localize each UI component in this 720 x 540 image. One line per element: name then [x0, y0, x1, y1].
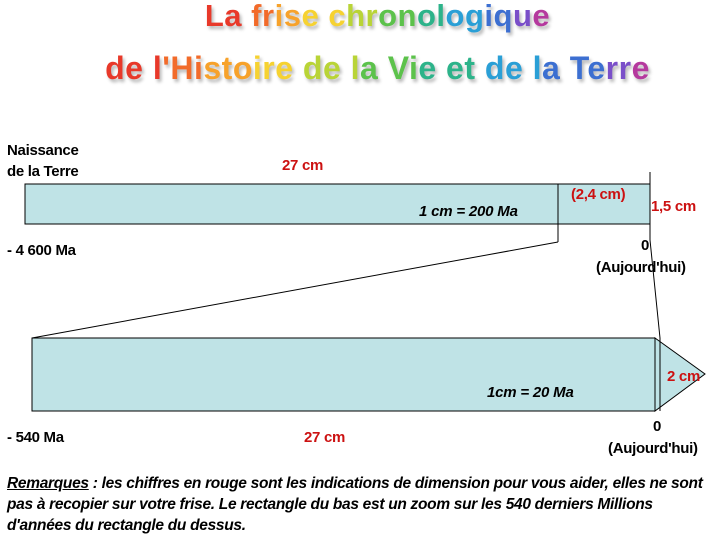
title-letter: e: [631, 50, 650, 86]
title-letter: T: [569, 50, 588, 86]
title-letter: c: [328, 0, 347, 33]
title-letter: r: [262, 50, 276, 86]
top-end-value: 0: [641, 237, 650, 254]
title-letter: t: [221, 50, 233, 86]
title-letter: e: [275, 50, 294, 86]
title-letter: r: [605, 50, 619, 86]
bottom-end-note: (Aujourd'hui): [608, 440, 698, 457]
title-letter: s: [203, 50, 222, 86]
title-letter: o: [378, 0, 398, 33]
title-letter: n: [397, 0, 417, 33]
title-letter: s: [283, 0, 302, 33]
remarks-paragraph: [7, 473, 715, 536]
bottom-end-value: 0: [653, 418, 662, 435]
title-letter: t: [464, 50, 476, 86]
title-letter: u: [512, 0, 533, 33]
bottom-length-label: 27 cm: [304, 429, 346, 446]
title-letter: H: [170, 50, 194, 86]
title-letter: d: [302, 50, 323, 86]
title-letter: a: [542, 50, 561, 86]
title-letter: i: [408, 50, 419, 86]
title-letter: o: [232, 50, 253, 86]
title-letter: i: [484, 0, 494, 33]
bottom-start-value: - 540 Ma: [7, 429, 64, 446]
title-letter: h: [346, 0, 366, 33]
title-letter: e: [418, 50, 437, 86]
top-start-value: - 4 600 Ma: [7, 242, 76, 259]
title-letter: e: [532, 0, 551, 33]
title-letter: r: [365, 0, 379, 33]
title-letter: o: [416, 0, 437, 33]
earth-birth-line-2: de la Terre: [7, 163, 79, 180]
top-scale-label: 1 cm = 200 Ma: [419, 203, 518, 220]
top-end-note: (Aujourd'hui): [596, 259, 686, 276]
title-letter: i: [193, 50, 204, 86]
title-letter: d: [105, 50, 126, 86]
bottom-scale-label: 1cm = 20 Ma: [487, 384, 574, 401]
title-letter: ': [162, 50, 171, 86]
title-letter: i: [252, 50, 263, 86]
bottom-height-label: 2 cm: [667, 368, 700, 385]
zoom-connector-left: [32, 242, 558, 338]
title-letter: r: [618, 50, 632, 86]
title-letter: l: [152, 50, 163, 86]
title-letter: q: [493, 0, 513, 33]
title-letter: g: [464, 0, 485, 33]
title-letter: r: [261, 0, 275, 33]
title-letter: e: [301, 0, 320, 33]
title-letter: l: [350, 50, 361, 86]
remarks-text: : les chiffres en rouge sont les indications de dimension pour vous aider, elles ne sont pas à recopier sur votre frise. Le rectangle du bas est un zoom sur les 540 derniers Millions d'années du rectangle du dessus.: [7, 475, 703, 534]
title-letter: e: [446, 50, 465, 86]
remarks-heading: Remarques: [7, 475, 89, 492]
top-frise-rectangle: [25, 184, 650, 224]
title-letter: V: [387, 50, 409, 86]
title-letter: i: [274, 0, 284, 33]
title-letter: d: [484, 50, 505, 86]
earth-birth-label: [7, 140, 79, 182]
zoom-connector-right: [650, 240, 660, 338]
top-length-label: 27 cm: [282, 157, 324, 174]
title-letter: a: [224, 0, 243, 33]
title-letter: l: [436, 0, 446, 33]
title-letter: e: [125, 50, 144, 86]
title-letter: e: [587, 50, 606, 86]
title-letter: e: [504, 50, 524, 86]
title-letter: l: [532, 50, 543, 86]
title-letter: f: [251, 0, 262, 33]
title-letter: e: [322, 50, 342, 86]
zoom-part-length-label: (2,4 cm): [571, 186, 626, 203]
earth-birth-line-1: Naissance: [7, 142, 79, 159]
title-letter: o: [445, 0, 465, 33]
top-height-label: 1,5 cm: [651, 198, 696, 215]
title-letter: a: [360, 50, 379, 86]
title-letter: L: [204, 0, 225, 33]
